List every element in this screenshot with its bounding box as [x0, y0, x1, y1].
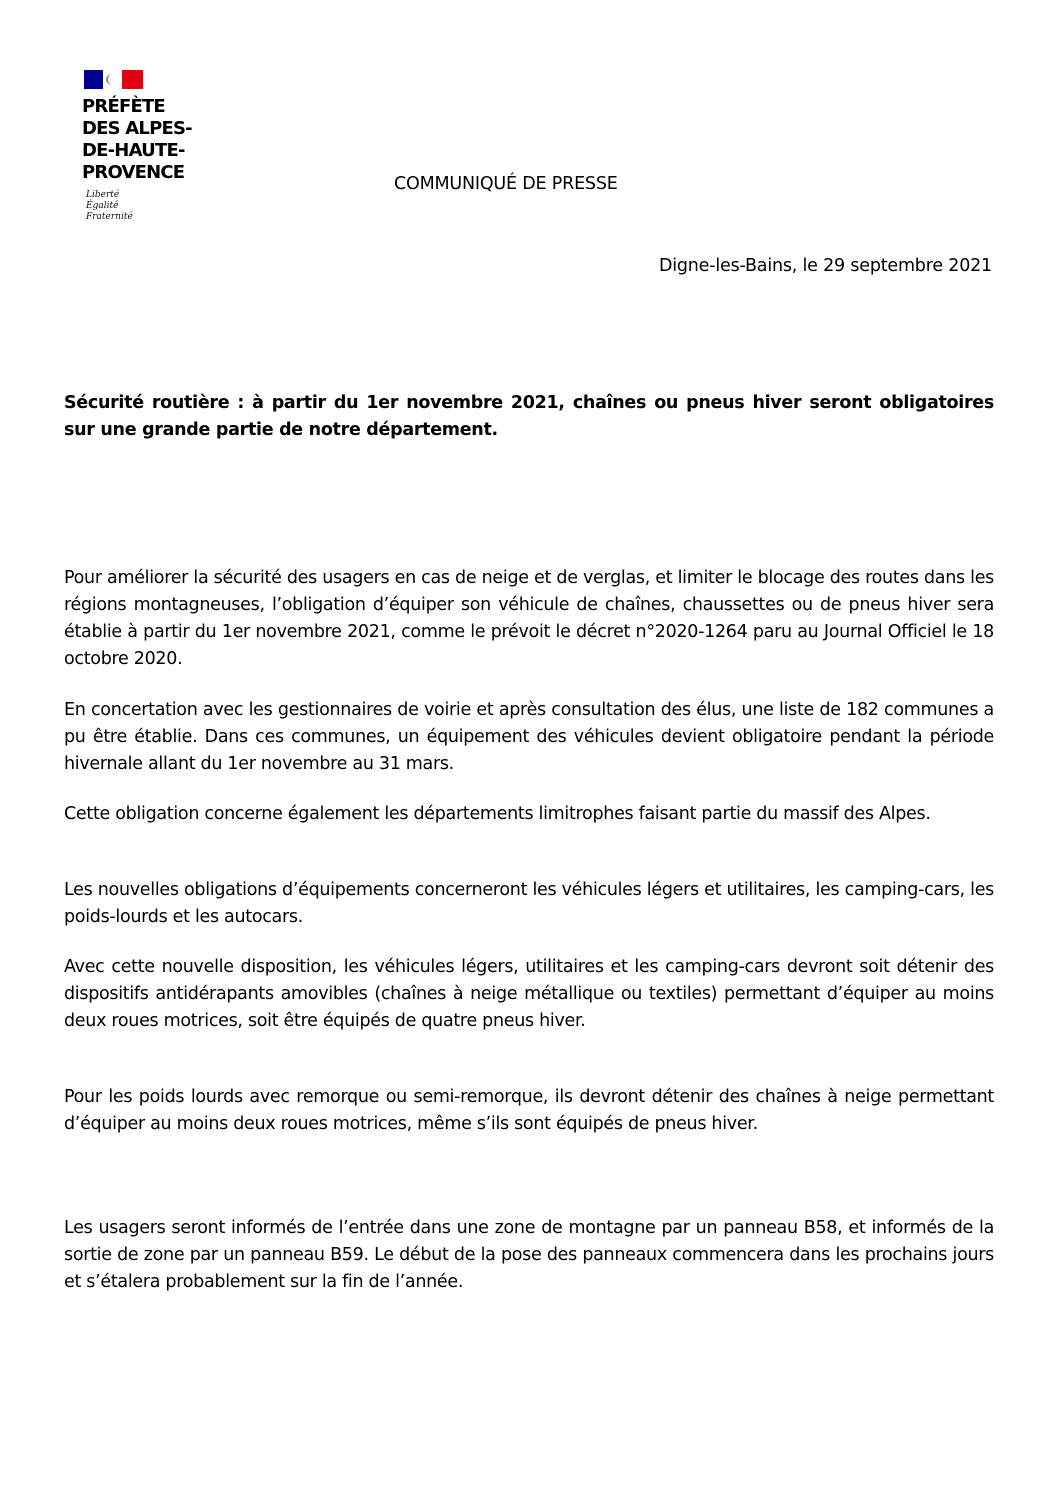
body-paragraph: Cette obligation concerne également les départements limitrophes faisant partie du massif des Alpes.	[64, 804, 931, 824]
document-type: COMMUNIQUÉ DE PRESSE	[394, 174, 618, 194]
press-release-headline: Sécurité routière : à partir du 1er novembre 2021, chaînes ou pneus hiver seront obligatoires sur une grande partie de notre département.	[64, 393, 994, 440]
marianne-profile-icon	[103, 70, 122, 89]
prefecture-name	[82, 96, 242, 184]
date-line: Digne-les-Bains, le 29 septembre 2021	[658, 256, 992, 276]
motto-line: Liberté	[86, 190, 120, 200]
motto-line: Fraternité	[86, 212, 133, 222]
body-paragraph: Avec cette nouvelle disposition, les véhicules légers, utilitaires et les camping-cars devront soit détenir des dispositifs antidérapants amovibles (chaînes à neige métallique ou textiles) permettant d’équiper au moins deux roues motrices, soit être équipés de quatre pneus hiver.	[64, 957, 994, 1031]
body-paragraph: Les nouvelles obligations d’équipements concerneront les véhicules légers et utilitaires, les camping-cars, les poids-lourds et les autocars.	[64, 880, 994, 927]
flag-blue-band	[84, 70, 103, 89]
prefecture-name-line: DE-HAUTE-	[82, 140, 185, 161]
body-paragraph: Pour améliorer la sécurité des usagers en cas de neige et de verglas, et limiter le blocage des routes dans les régions montagneuses, l’obligation d’équiper son véhicule de chaînes, chaussettes ou de pneus hiver sera établie à partir du 1er novembre 2021, comme le prévoit le décret n°2020-1264 paru au Journal Officiel le 18 octobre 2020.	[64, 568, 994, 669]
french-flag-icon	[84, 70, 143, 89]
flag-red-band	[122, 70, 143, 89]
prefecture-name-line: PROVENCE	[82, 162, 185, 183]
body-paragraph: Les usagers seront informés de l’entrée dans une zone de montagne par un panneau B58, et informés de la sortie de zone par un panneau B59. Le début de la pose des panneaux commencera dans les prochains jours et s’étalera probablement sur la fin de l’année.	[64, 1218, 994, 1292]
republic-motto	[86, 190, 242, 223]
body-paragraph: Pour les poids lourds avec remorque ou semi-remorque, ils devront détenir des chaînes à neige permettant d’équiper au moins deux roues motrices, même s’ils sont équipés de pneus hiver.	[64, 1087, 994, 1134]
prefecture-name-line: PRÉFÈTE	[82, 96, 165, 117]
motto-line: Égalité	[86, 201, 119, 211]
body-paragraph: En concertation avec les gestionnaires de voirie et après consultation des élus, une liste de 182 communes a pu être établie. Dans ces communes, un équipement des véhicules devient obligatoire pendant la période hivernale allant du 1er novembre au 31 mars.	[64, 700, 994, 774]
prefecture-logo	[82, 70, 242, 223]
prefecture-name-line: DES ALPES-	[82, 118, 192, 139]
